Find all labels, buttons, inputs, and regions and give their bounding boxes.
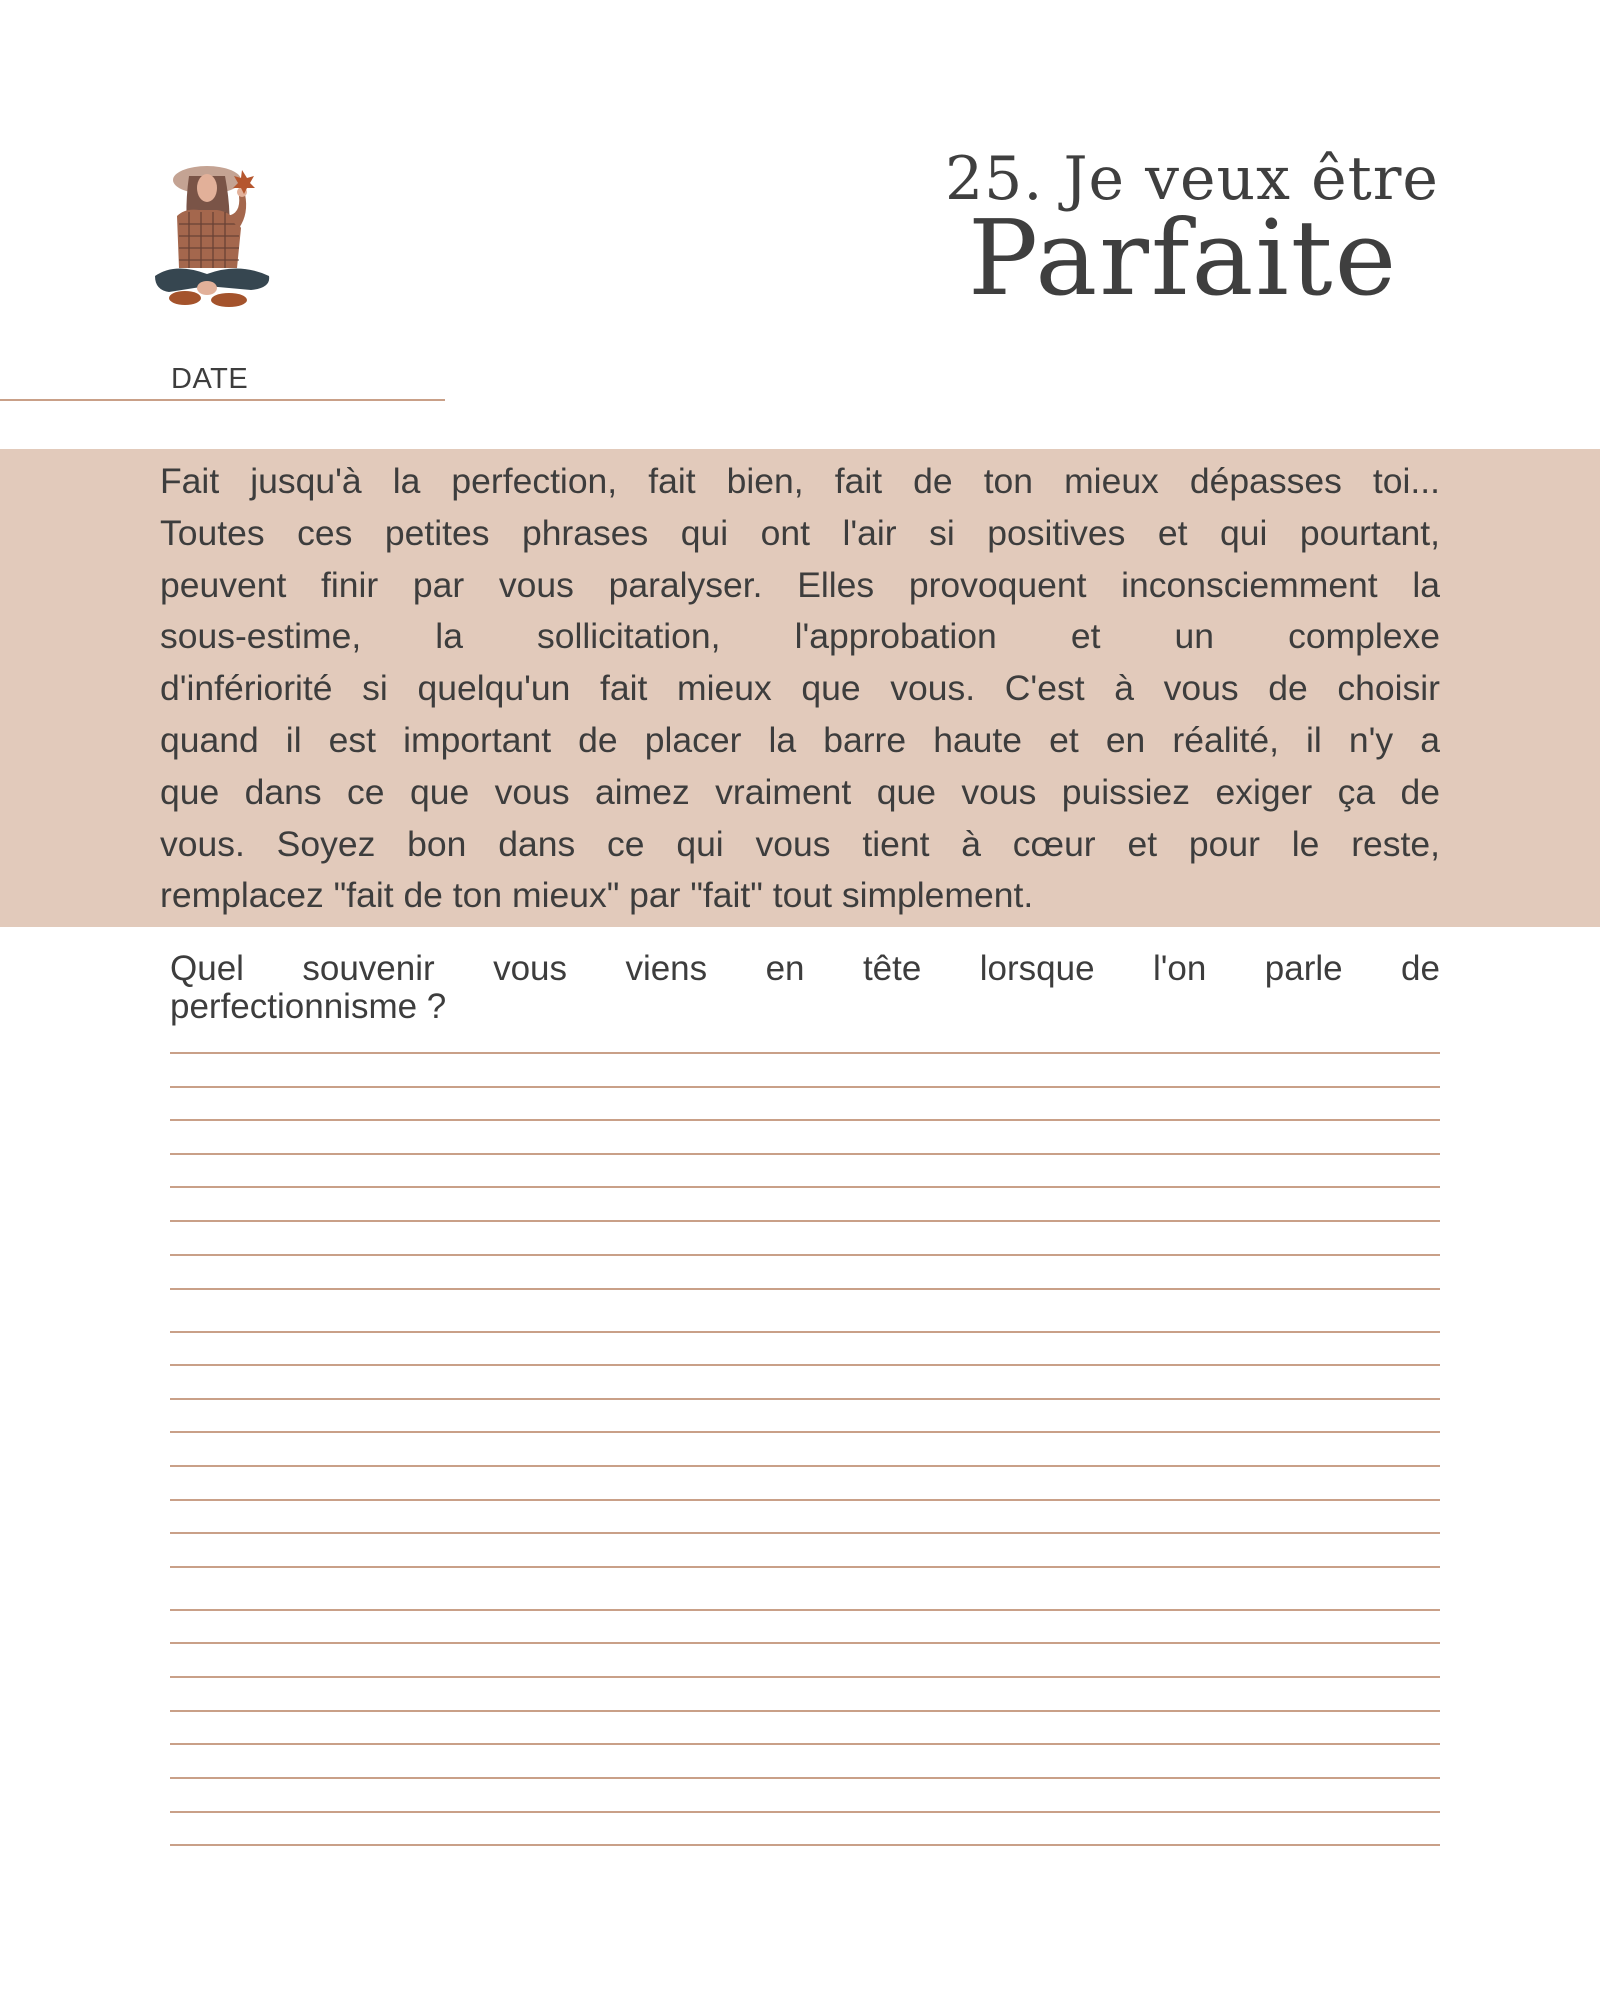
- writing-line[interactable]: [170, 1220, 1440, 1222]
- intro-line: remplacez "fait de ton mieux" par "fait" tout simplement.: [160, 875, 1034, 916]
- writing-line[interactable]: [170, 1086, 1440, 1088]
- prompt-line-2: perfectionnisme ?: [170, 987, 447, 1026]
- intro-line: Toutes ces petites phrases qui ont l'air si positives et qui pourtant,: [160, 512, 1440, 553]
- writing-line[interactable]: [170, 1153, 1440, 1155]
- writing-line[interactable]: [170, 1431, 1440, 1433]
- intro-line: quand il est important de placer la barre haute et en réalité, il n'y a: [160, 719, 1440, 760]
- intro-line: sous-estime, la sollicitation, l'approbation et un complexe: [160, 616, 1440, 657]
- writing-line[interactable]: [170, 1465, 1440, 1467]
- intro-line: vous. Soyez bon dans ce qui vous tient à cœur et pour le reste,: [160, 823, 1440, 864]
- writing-line[interactable]: [170, 1743, 1440, 1745]
- writing-line[interactable]: [170, 1499, 1440, 1501]
- writing-line[interactable]: [170, 1052, 1440, 1054]
- writing-line[interactable]: [170, 1566, 1440, 1568]
- writing-line[interactable]: [170, 1811, 1440, 1813]
- writing-line[interactable]: [170, 1532, 1440, 1534]
- writing-line[interactable]: [170, 1710, 1440, 1712]
- writing-line[interactable]: [170, 1642, 1440, 1644]
- writing-line[interactable]: [170, 1186, 1440, 1188]
- writing-area[interactable]: [170, 0, 1440, 2000]
- writing-line[interactable]: [170, 1609, 1440, 1611]
- intro-line: peuvent finir par vous paralyser. Elles provoquent inconsciemment la: [160, 564, 1440, 605]
- writing-line[interactable]: [170, 1676, 1440, 1678]
- writing-line[interactable]: [170, 1288, 1440, 1290]
- writing-line[interactable]: [170, 1398, 1440, 1400]
- writing-line[interactable]: [170, 1777, 1440, 1779]
- date-label: DATE: [171, 363, 249, 395]
- writing-line[interactable]: [170, 1254, 1440, 1256]
- writing-line[interactable]: [170, 1844, 1440, 1846]
- prompt-line-1: Quel souvenir vous viens en tête lorsque l'on parle de: [170, 949, 1440, 988]
- writing-line[interactable]: [170, 1331, 1440, 1333]
- writing-line[interactable]: [170, 1119, 1440, 1121]
- writing-line[interactable]: [170, 1364, 1440, 1366]
- title-main-word: Parfaite: [968, 197, 1399, 319]
- title-number-line: 25. Je veux être: [945, 144, 1439, 214]
- intro-line: Fait jusqu'à la perfection, fait bien, fait de ton mieux dépasses toi...: [160, 461, 1440, 501]
- intro-line: que dans ce que vous aimez vraiment que vous puissiez exiger ça de: [160, 771, 1440, 812]
- intro-line: d'infériorité si quelqu'un fait mieux que vous. C'est à vous de choisir: [160, 668, 1440, 709]
